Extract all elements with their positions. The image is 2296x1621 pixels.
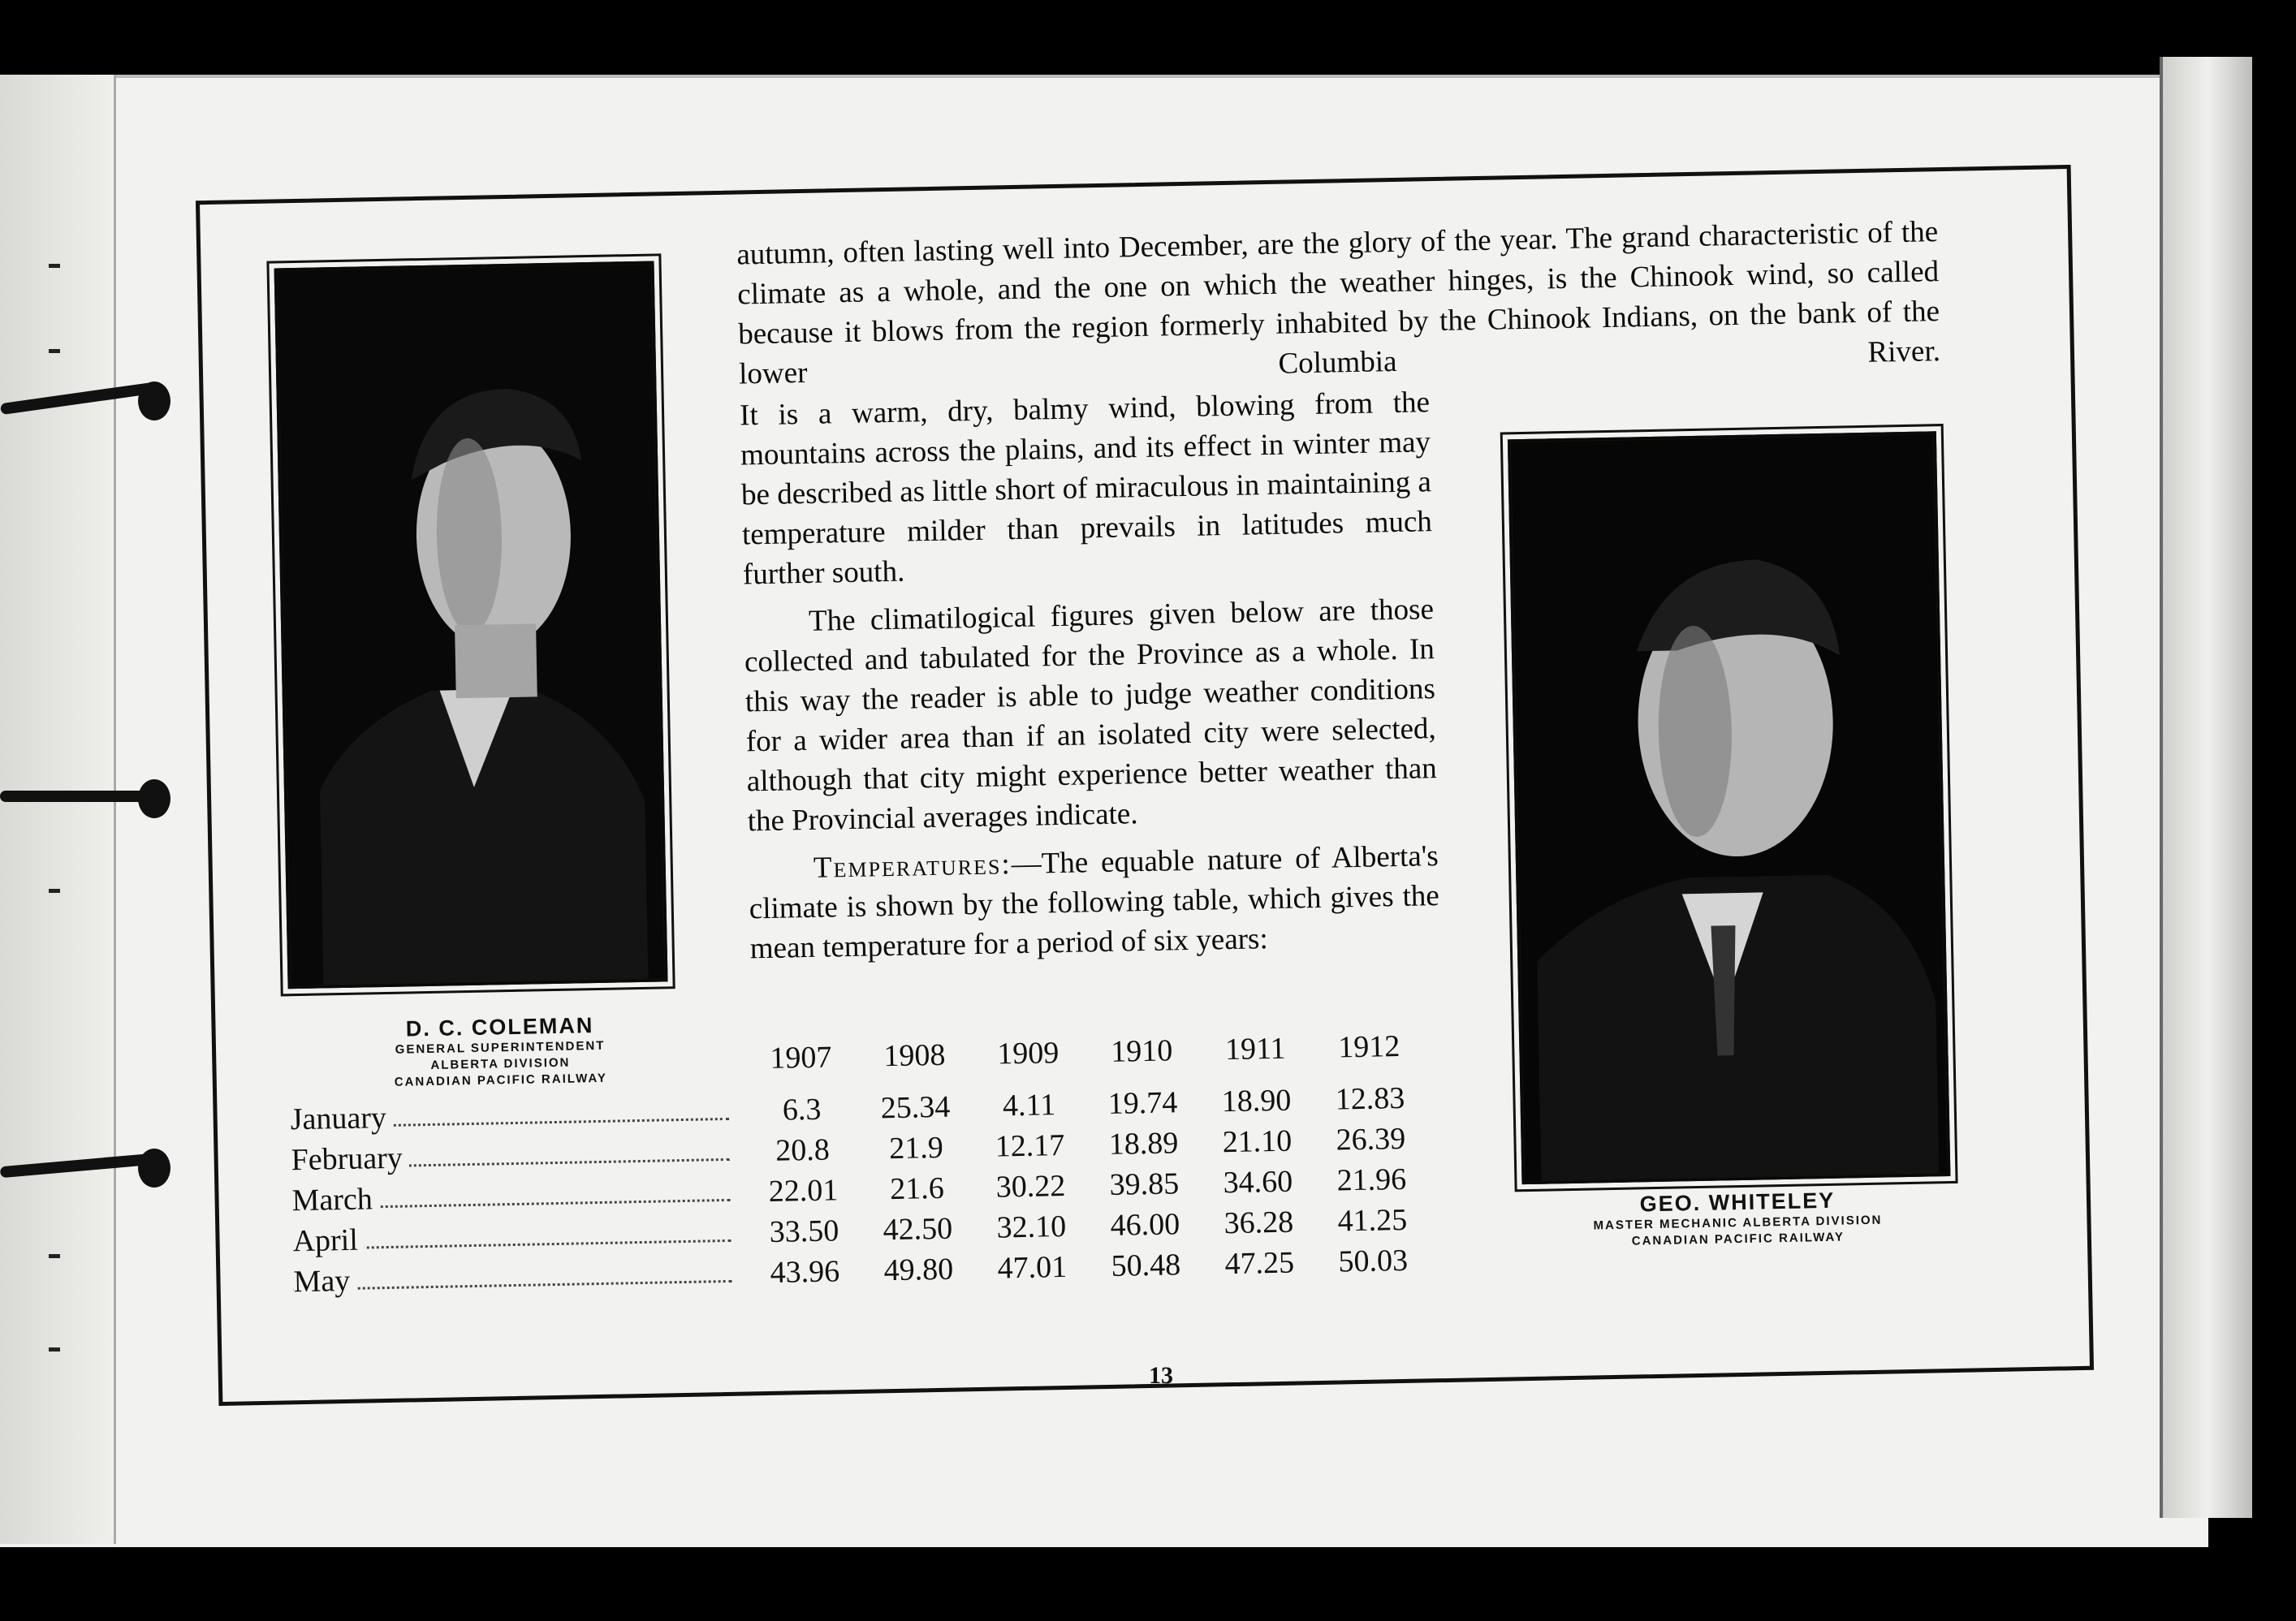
caption-name: D. C. COLEMAN bbox=[405, 1013, 594, 1041]
temperatures-heading: Temperatures: bbox=[813, 847, 1012, 885]
value-cell: 12.83 bbox=[1335, 1080, 1405, 1117]
value-cell: 47.25 bbox=[1224, 1245, 1295, 1282]
temperatures-text: —The equable nature of Alberta's climate is shown by the following table, which gives the mean temperature for a period of six years: bbox=[749, 839, 1440, 966]
binding-hole-mark bbox=[49, 1347, 60, 1352]
page-stack-edge bbox=[2160, 57, 2252, 1518]
binding-ring bbox=[0, 1149, 170, 1181]
value-cell: 20.8 bbox=[775, 1132, 831, 1168]
table-header-blank bbox=[289, 1039, 744, 1100]
value-cell: 19.74 bbox=[1107, 1085, 1178, 1121]
year-header: 1907 bbox=[769, 1040, 832, 1076]
month-label: April bbox=[292, 1223, 365, 1259]
binding-hole-mark bbox=[49, 1254, 60, 1258]
caption-company: CANADIAN PACIFIC RAILWAY bbox=[1631, 1230, 1845, 1248]
month-label: January bbox=[290, 1101, 393, 1136]
value-cell: 4.11 bbox=[1002, 1088, 1056, 1123]
value-cell: 42.50 bbox=[883, 1211, 953, 1248]
month-label: May bbox=[293, 1264, 356, 1299]
text-column bbox=[740, 382, 1441, 976]
value-cell: 26.39 bbox=[1336, 1121, 1406, 1158]
value-cell: 18.89 bbox=[1108, 1126, 1179, 1162]
value-cell: 49.80 bbox=[883, 1252, 954, 1288]
value-cell: 34.60 bbox=[1223, 1164, 1293, 1201]
caption-title: GENERAL SUPERINTENDENT bbox=[395, 1038, 606, 1057]
value-cell: 12.17 bbox=[995, 1127, 1065, 1164]
value-cell: 43.96 bbox=[770, 1254, 840, 1290]
binding-hole-mark bbox=[49, 264, 60, 268]
value-cell: 6.3 bbox=[782, 1092, 822, 1127]
binding-hole-mark bbox=[49, 889, 60, 893]
year-header: 1908 bbox=[883, 1037, 946, 1074]
year-header: 1909 bbox=[996, 1036, 1060, 1071]
year-header: 1912 bbox=[1337, 1029, 1400, 1065]
caption-title: MASTER MECHANIC ALBERTA DIVISION bbox=[1593, 1213, 1883, 1233]
value-cell: 30.22 bbox=[995, 1168, 1066, 1205]
binding-ring bbox=[0, 382, 170, 414]
value-cell: 33.50 bbox=[769, 1214, 839, 1249]
value-cell: 21.9 bbox=[888, 1130, 944, 1166]
month-cell bbox=[293, 1252, 749, 1302]
paragraph-climatological: The climatilogical figures given below are those collected and tabulated for the Province as a whole. In this way the reader is able to judge weather conditions for a wider area than if an isolated city were selected, although that city might experience better weather than the Provincial averages indicate. bbox=[744, 593, 1438, 839]
value-cell: 21.96 bbox=[1336, 1162, 1407, 1198]
year-header: 1910 bbox=[1110, 1033, 1173, 1069]
binding-hole-mark bbox=[49, 349, 60, 353]
month-label: February bbox=[291, 1140, 409, 1177]
paragraph-chinook-intro: autumn, often lasting well into December, are the glory of the year. The grand characteristic of the climate as a whole, and the one on which the weather hinges, is the Chinook wind, so called because it blows from the region formerly inhabited by the Chinook Indians, on the bank of the lower Columbia River. bbox=[736, 215, 1941, 391]
value-cell: 47.01 bbox=[997, 1249, 1068, 1286]
value-cell: 32.10 bbox=[996, 1209, 1067, 1245]
year-header: 1911 bbox=[1224, 1031, 1286, 1067]
temperature-table bbox=[289, 1025, 1431, 1302]
caption-whiteley bbox=[1510, 1186, 1966, 1252]
value-cell: 36.28 bbox=[1224, 1205, 1294, 1241]
value-cell: 41.25 bbox=[1337, 1202, 1408, 1239]
value-cell: 22.01 bbox=[768, 1173, 839, 1209]
page-frame bbox=[196, 165, 2094, 1406]
caption-name: GEO. WHITELEY bbox=[1639, 1188, 1836, 1217]
value-cell: 39.85 bbox=[1109, 1166, 1180, 1202]
portrait-coleman bbox=[274, 261, 668, 989]
page-number: 13 bbox=[1149, 1362, 1173, 1389]
caption-company: CANADIAN PACIFIC RAILWAY bbox=[394, 1071, 608, 1089]
binding-ring bbox=[0, 779, 170, 812]
paragraph-temperatures bbox=[748, 836, 1440, 968]
value-cell: 21.6 bbox=[889, 1170, 945, 1207]
value-cell: 21.10 bbox=[1222, 1123, 1293, 1160]
portrait-whiteley bbox=[1508, 431, 1951, 1184]
caption-division: ALBERTA DIVISION bbox=[430, 1055, 571, 1072]
paragraph-chinook-effect: It is a warm, dry, balmy wind, blowing from the mountains across the plains, and its effect in winter may be described as little short of miraculous in maintaining a temperature milder than prevails in latitudes much further south. bbox=[739, 386, 1433, 592]
value-cell: 25.34 bbox=[880, 1089, 951, 1126]
value-cell: 50.03 bbox=[1338, 1243, 1409, 1279]
month-label: March bbox=[291, 1182, 379, 1218]
value-cell: 50.48 bbox=[1111, 1248, 1181, 1283]
value-cell: 18.90 bbox=[1221, 1083, 1292, 1119]
value-cell: 46.00 bbox=[1110, 1207, 1180, 1243]
